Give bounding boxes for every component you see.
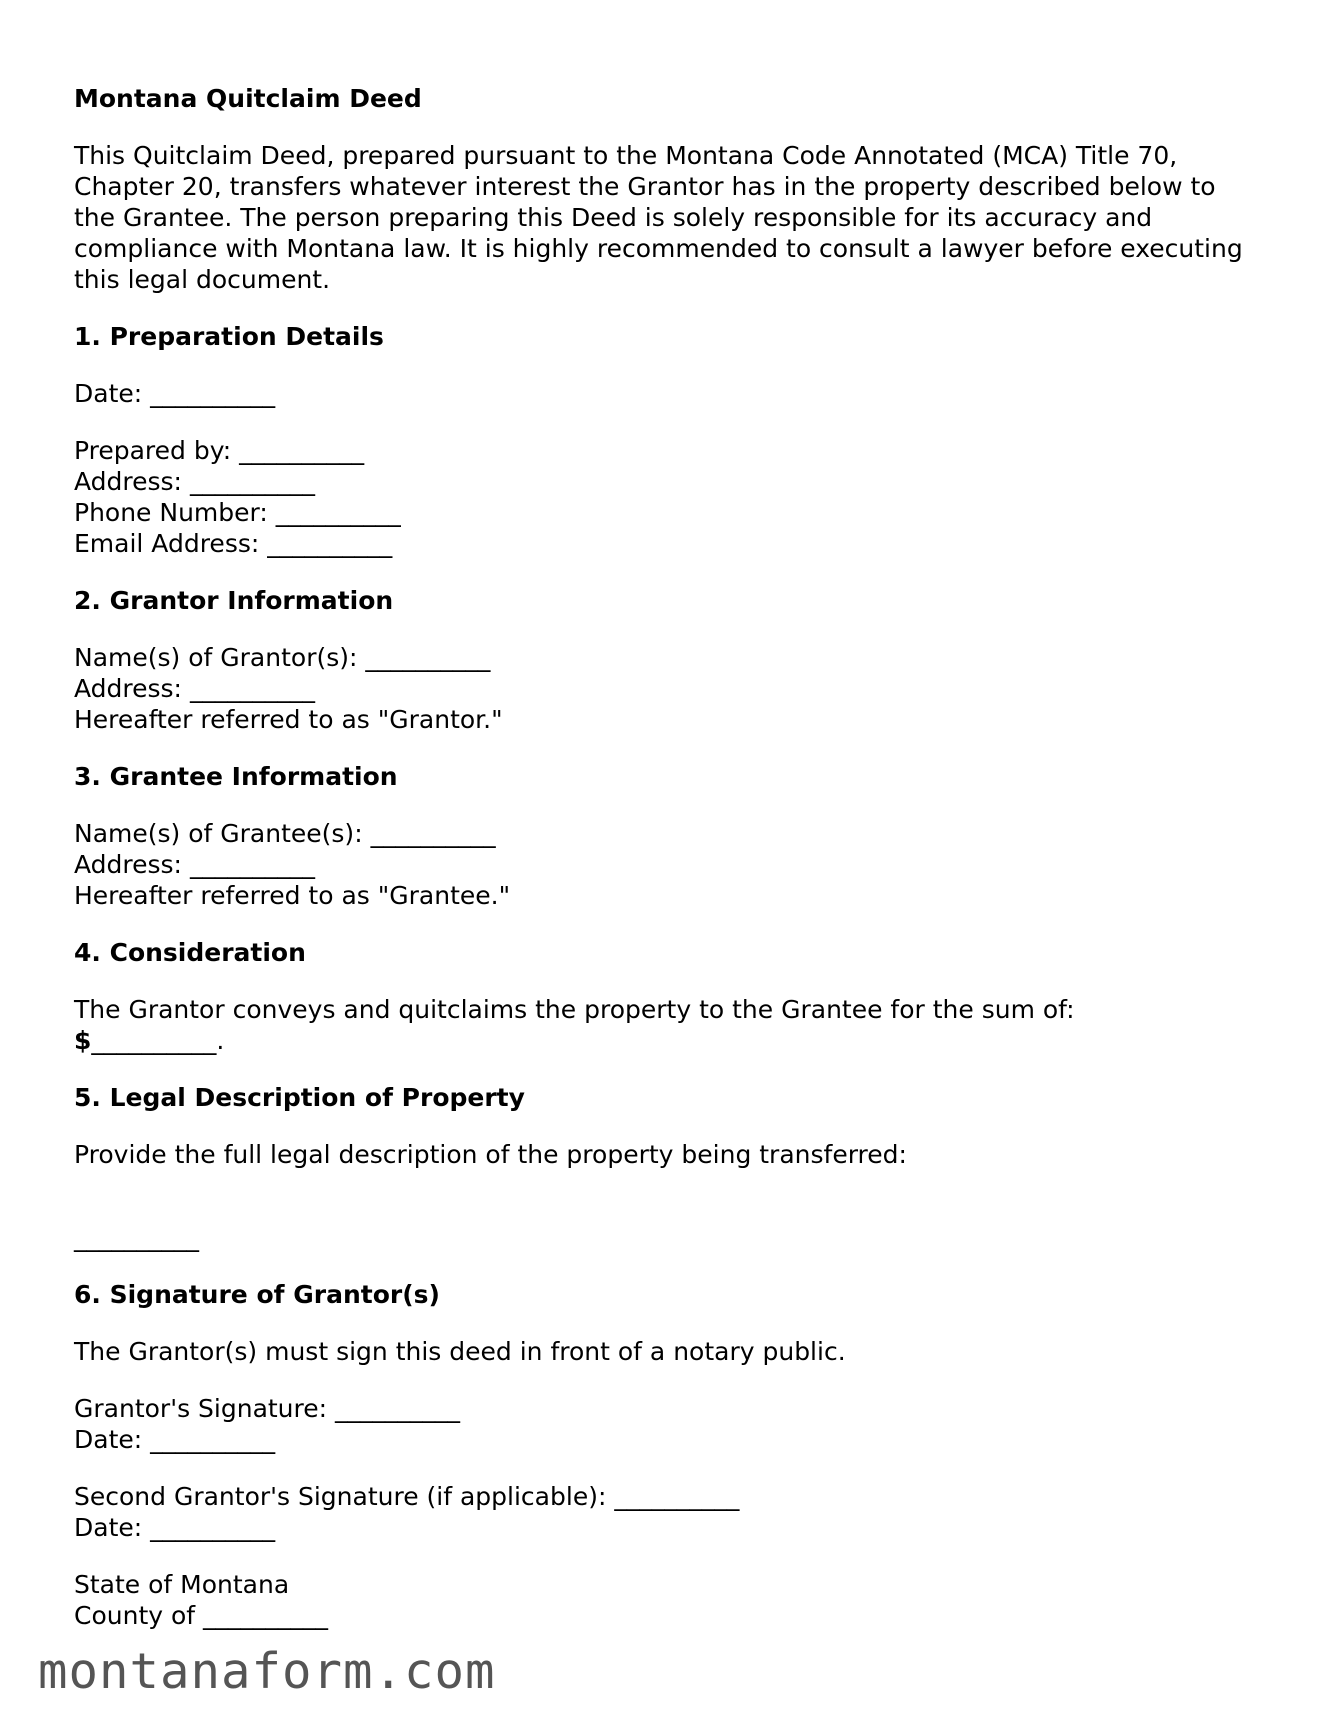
grantor-signature-blank[interactable]: __________ bbox=[335, 1394, 461, 1423]
grantee-details bbox=[74, 818, 1254, 911]
second-signature-date-blank[interactable]: __________ bbox=[150, 1513, 276, 1542]
date-label: Date: bbox=[74, 379, 151, 408]
state-line: State of Montana bbox=[74, 1570, 290, 1599]
email-blank[interactable]: __________ bbox=[267, 529, 393, 558]
phone-label: Phone Number: bbox=[74, 498, 276, 527]
prepared-by-label: Prepared by: bbox=[74, 436, 240, 465]
document bbox=[74, 83, 1254, 1657]
preparer-details bbox=[74, 435, 1254, 559]
notary-venue bbox=[74, 1569, 1254, 1631]
grantor-details bbox=[74, 642, 1254, 735]
legal-description-field bbox=[74, 1222, 1254, 1253]
second-grantor-signature-label: Second Grantor's Signature (if applicable): bbox=[74, 1482, 615, 1511]
amount-period: . bbox=[216, 1026, 225, 1055]
signature-date-label: Date: bbox=[74, 1425, 151, 1454]
date-blank[interactable]: __________ bbox=[150, 379, 276, 408]
preparer-address-blank[interactable]: __________ bbox=[189, 467, 315, 496]
grantor-signature-label: Grantor's Signature: bbox=[74, 1394, 336, 1423]
section-heading-legal-description: 5. Legal Description of Property bbox=[74, 1083, 525, 1112]
watermark: montanaform.com bbox=[38, 1643, 496, 1700]
grantor-names-blank[interactable]: __________ bbox=[365, 643, 491, 672]
email-label: Email Address: bbox=[74, 529, 268, 558]
dollar-sign: $ bbox=[74, 1026, 92, 1055]
signature-instructions: The Grantor(s) must sign this deed in front of a notary public. bbox=[74, 1337, 846, 1366]
grantor-names-label: Name(s) of Grantor(s): bbox=[74, 643, 366, 672]
intro-paragraph: This Quitclaim Deed, prepared pursuant to the Montana Code Annotated (MCA) Title 70, Chapter 20, transfers whatever interest the Grantor has in the property described below to the Grantee. The person preparing this Deed is solely responsible for its accuracy and compliance with Montana law. It is highly recommended to consult a lawyer before executing this legal document. bbox=[74, 141, 1243, 294]
grantor-signature-block bbox=[74, 1393, 1254, 1455]
second-grantor-signature-block bbox=[74, 1481, 1254, 1543]
consideration-text: The Grantor conveys and quitclaims the property to the Grantee for the sum of: bbox=[74, 995, 1075, 1024]
legal-description-text: Provide the full legal description of the property being transferred: bbox=[74, 1140, 907, 1169]
signature-date-blank[interactable]: __________ bbox=[150, 1425, 276, 1454]
section-heading-signature: 6. Signature of Grantor(s) bbox=[74, 1280, 440, 1309]
grantee-address-blank[interactable]: __________ bbox=[189, 850, 315, 879]
grantee-names-label: Name(s) of Grantee(s): bbox=[74, 819, 371, 848]
grantor-address-label: Address: bbox=[74, 674, 190, 703]
preparation-date bbox=[74, 378, 1254, 409]
spacer bbox=[74, 1196, 1254, 1222]
grantee-names-blank[interactable]: __________ bbox=[370, 819, 496, 848]
grantee-note: Hereafter referred to as "Grantee." bbox=[74, 881, 511, 910]
phone-blank[interactable]: __________ bbox=[275, 498, 401, 527]
section-heading-grantor: 2. Grantor Information bbox=[74, 586, 394, 615]
grantee-address-label: Address: bbox=[74, 850, 190, 879]
prepared-by-blank[interactable]: __________ bbox=[239, 436, 365, 465]
preparer-address-label: Address: bbox=[74, 467, 190, 496]
second-signature-date-label: Date: bbox=[74, 1513, 151, 1542]
section-heading-grantee: 3. Grantee Information bbox=[74, 762, 398, 791]
section-heading-consideration: 4. Consideration bbox=[74, 938, 306, 967]
legal-description-blank[interactable]: __________ bbox=[74, 1223, 199, 1252]
county-blank[interactable]: __________ bbox=[203, 1601, 329, 1630]
grantor-note: Hereafter referred to as "Grantor." bbox=[74, 705, 503, 734]
grantor-address-blank[interactable]: __________ bbox=[189, 674, 315, 703]
county-label: County of bbox=[74, 1601, 204, 1630]
amount-blank[interactable]: __________ bbox=[91, 1026, 217, 1055]
document-title: Montana Quitclaim Deed bbox=[74, 84, 422, 113]
second-grantor-signature-blank[interactable]: __________ bbox=[614, 1482, 740, 1511]
section-heading-preparation: 1. Preparation Details bbox=[74, 322, 384, 351]
consideration-details bbox=[74, 994, 1254, 1056]
